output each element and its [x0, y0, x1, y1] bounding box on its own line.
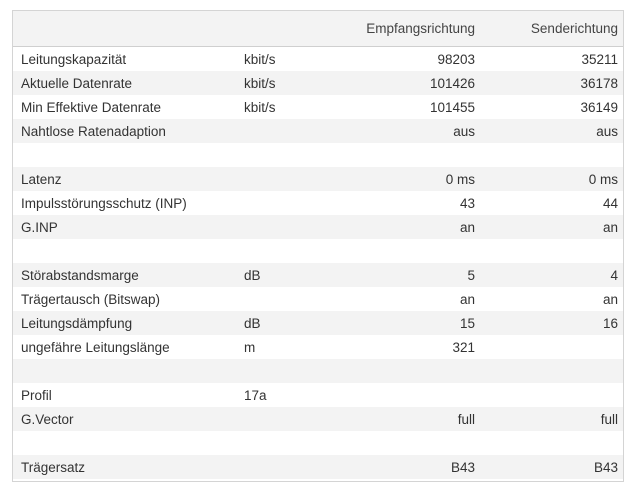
row-receive-value: [345, 143, 475, 167]
table-row: [13, 287, 623, 311]
row-unit: m: [244, 335, 345, 359]
header-receive-direction: Empfangsrichtung: [345, 11, 475, 47]
header-label: [13, 11, 244, 47]
table-row: [13, 95, 623, 119]
row-receive-value: 101426: [345, 71, 475, 95]
row-send-value: [475, 359, 623, 383]
row-receive-value: B43: [345, 455, 475, 479]
table-row: [13, 383, 623, 407]
row-label: G.Vector: [13, 407, 244, 431]
row-receive-value: aus: [345, 119, 475, 143]
row-receive-value: [345, 359, 475, 383]
row-receive-value: 5: [345, 263, 475, 287]
table-row: [13, 239, 623, 263]
row-send-value: [475, 143, 623, 167]
table-row: [13, 407, 623, 431]
row-label: Aktuelle Datenrate: [13, 71, 244, 95]
table-row: [13, 311, 623, 335]
row-label: Profil: [13, 383, 244, 407]
row-label: [13, 359, 244, 383]
row-send-value: 16: [475, 311, 623, 335]
table-row: [13, 143, 623, 167]
row-send-value: [475, 383, 623, 407]
row-send-value: 35211: [475, 47, 623, 72]
row-unit: kbit/s: [244, 95, 345, 119]
row-receive-value: 321: [345, 335, 475, 359]
row-label: Latenz: [13, 167, 244, 191]
row-label: Leitungskapazität: [13, 47, 244, 72]
row-label: Störabstandsmarge: [13, 263, 244, 287]
row-receive-value: 43: [345, 191, 475, 215]
row-label: G.INP: [13, 215, 244, 239]
row-receive-value: [345, 431, 475, 455]
row-receive-value: 0 ms: [345, 167, 475, 191]
row-send-value: full: [475, 407, 623, 431]
table-row: [13, 191, 623, 215]
row-unit: [244, 215, 345, 239]
header-send-direction: Senderichtung: [475, 11, 623, 47]
row-receive-value: an: [345, 215, 475, 239]
row-label: ungefähre Leitungslänge: [13, 335, 244, 359]
row-send-value: [475, 239, 623, 263]
table-row: [13, 47, 623, 72]
row-label: [13, 431, 244, 455]
row-unit: [244, 431, 345, 455]
dsl-info-panel: [12, 10, 624, 482]
row-unit: [244, 287, 345, 311]
table-row: [13, 431, 623, 455]
row-label: Trägertausch (Bitswap): [13, 287, 244, 311]
row-unit: kbit/s: [244, 71, 345, 95]
table-row: [13, 335, 623, 359]
row-unit: [244, 407, 345, 431]
table-row: [13, 359, 623, 383]
row-label: [13, 143, 244, 167]
row-send-value: B43: [475, 455, 623, 479]
row-send-value: an: [475, 287, 623, 311]
row-send-value: aus: [475, 119, 623, 143]
row-unit: [244, 239, 345, 263]
row-receive-value: 98203: [345, 47, 475, 72]
row-send-value: 44: [475, 191, 623, 215]
row-receive-value: full: [345, 407, 475, 431]
dsl-line-table: [13, 11, 623, 479]
row-label: [13, 239, 244, 263]
row-receive-value: [345, 239, 475, 263]
table-row: [13, 263, 623, 287]
table-row: [13, 119, 623, 143]
row-unit: [244, 119, 345, 143]
row-unit: [244, 359, 345, 383]
row-receive-value: 15: [345, 311, 475, 335]
row-unit: [244, 455, 345, 479]
row-receive-value: an: [345, 287, 475, 311]
row-unit: [244, 143, 345, 167]
row-label: Min Effektive Datenrate: [13, 95, 244, 119]
row-send-value: 36149: [475, 95, 623, 119]
row-label: Nahtlose Ratenadaption: [13, 119, 244, 143]
row-send-value: 36178: [475, 71, 623, 95]
row-send-value: [475, 431, 623, 455]
row-unit: [244, 167, 345, 191]
row-label: Impulsstörungsschutz (INP): [13, 191, 244, 215]
table-row: [13, 167, 623, 191]
table-row: [13, 215, 623, 239]
table-row: [13, 71, 623, 95]
row-send-value: 4: [475, 263, 623, 287]
row-send-value: an: [475, 215, 623, 239]
row-unit: dB: [244, 311, 345, 335]
header-unit: [244, 11, 345, 47]
row-receive-value: [345, 383, 475, 407]
row-unit: kbit/s: [244, 47, 345, 72]
row-send-value: [475, 335, 623, 359]
row-unit: dB: [244, 263, 345, 287]
row-unit: 17a: [244, 383, 345, 407]
row-label: Trägersatz: [13, 455, 244, 479]
row-unit: [244, 191, 345, 215]
row-receive-value: 101455: [345, 95, 475, 119]
table-header-row: [13, 11, 623, 47]
row-send-value: 0 ms: [475, 167, 623, 191]
row-label: Leitungsdämpfung: [13, 311, 244, 335]
table-row: [13, 455, 623, 479]
